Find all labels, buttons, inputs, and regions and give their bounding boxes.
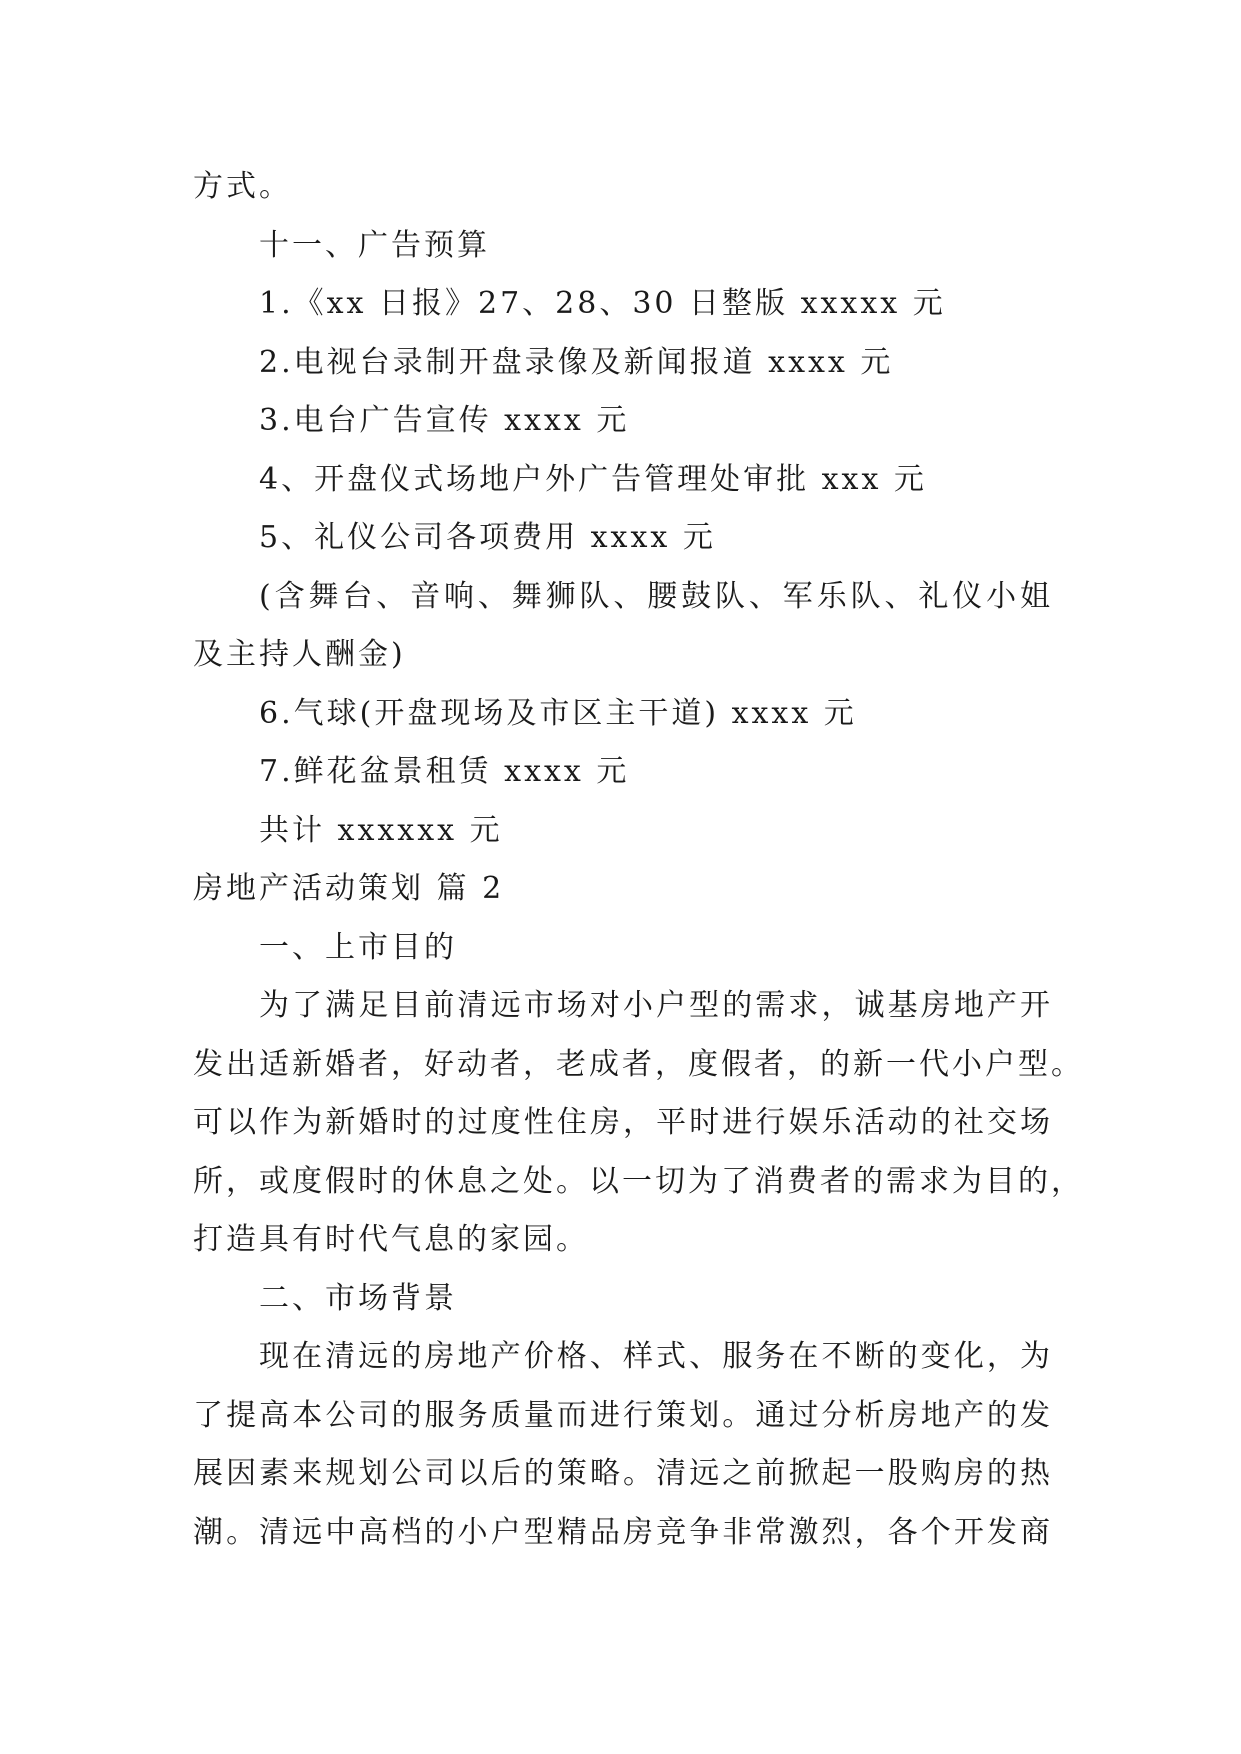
paragraph-line: 可以作为新婚时的过度性住房，平时进行娱乐活动的社交场 bbox=[193, 1105, 1053, 1140]
paragraph-line: 方式。 bbox=[193, 169, 292, 204]
article-title: 房地产活动策划 篇 2 bbox=[193, 871, 505, 906]
paragraph-line: 了提高本公司的服务质量而进行策划。通过分析房地产的发 bbox=[193, 1397, 1053, 1433]
budget-item: 1.《xx 日报》27、28、30 日整版 xxxxx 元 bbox=[259, 286, 946, 321]
paragraph-line: 发出适新婚者，好动者，老成者，度假者，的新一代小户型。 bbox=[193, 1046, 1084, 1082]
paragraph-line: 所，或度假时的休息之处。以一切为了消费者的需求为目的， bbox=[193, 1163, 1084, 1199]
document-body bbox=[193, 158, 1084, 1562]
budget-item: 6.气球(开盘现场及市区主干道) xxxx 元 bbox=[259, 695, 857, 731]
paragraph-line: 潮。清远中高档的小户型精品房竞争非常激烈，各个开发商 bbox=[193, 1514, 1053, 1550]
paragraph-line: 现在清远的房地产价格、样式、服务在不断的变化，为 bbox=[259, 1339, 1053, 1374]
budget-total: 共计 xxxxxx 元 bbox=[259, 812, 503, 848]
budget-item: 4、开盘仪式场地户外广告管理处审批 xxx 元 bbox=[259, 461, 927, 497]
section-heading: 一、上市目的 bbox=[259, 929, 457, 965]
paragraph-line: 展因素来规划公司以后的策略。清远之前掀起一股购房的热 bbox=[193, 1456, 1053, 1491]
section-heading: 二、市场背景 bbox=[259, 1280, 457, 1316]
budget-item: 3.电台广告宣传 xxxx 元 bbox=[259, 403, 630, 438]
budget-item: 2.电视台录制开盘录像及新闻报道 xxxx 元 bbox=[259, 344, 894, 380]
budget-item: 7.鲜花盆景租赁 xxxx 元 bbox=[259, 754, 630, 789]
budget-item: 5、礼仪公司各项费用 xxxx 元 bbox=[259, 520, 716, 555]
paragraph-line: 打造具有时代气息的家园。 bbox=[193, 1222, 589, 1257]
section-heading: 十一、广告预算 bbox=[259, 227, 490, 263]
paragraph-line: 为了满足目前清远市场对小户型的需求，诚基房地产开 bbox=[259, 988, 1053, 1023]
budget-note: 及主持人酬金) bbox=[193, 637, 406, 672]
budget-note: (含舞台、音响、舞狮队、腰鼓队、军乐队、礼仪小姐 bbox=[259, 578, 1053, 614]
